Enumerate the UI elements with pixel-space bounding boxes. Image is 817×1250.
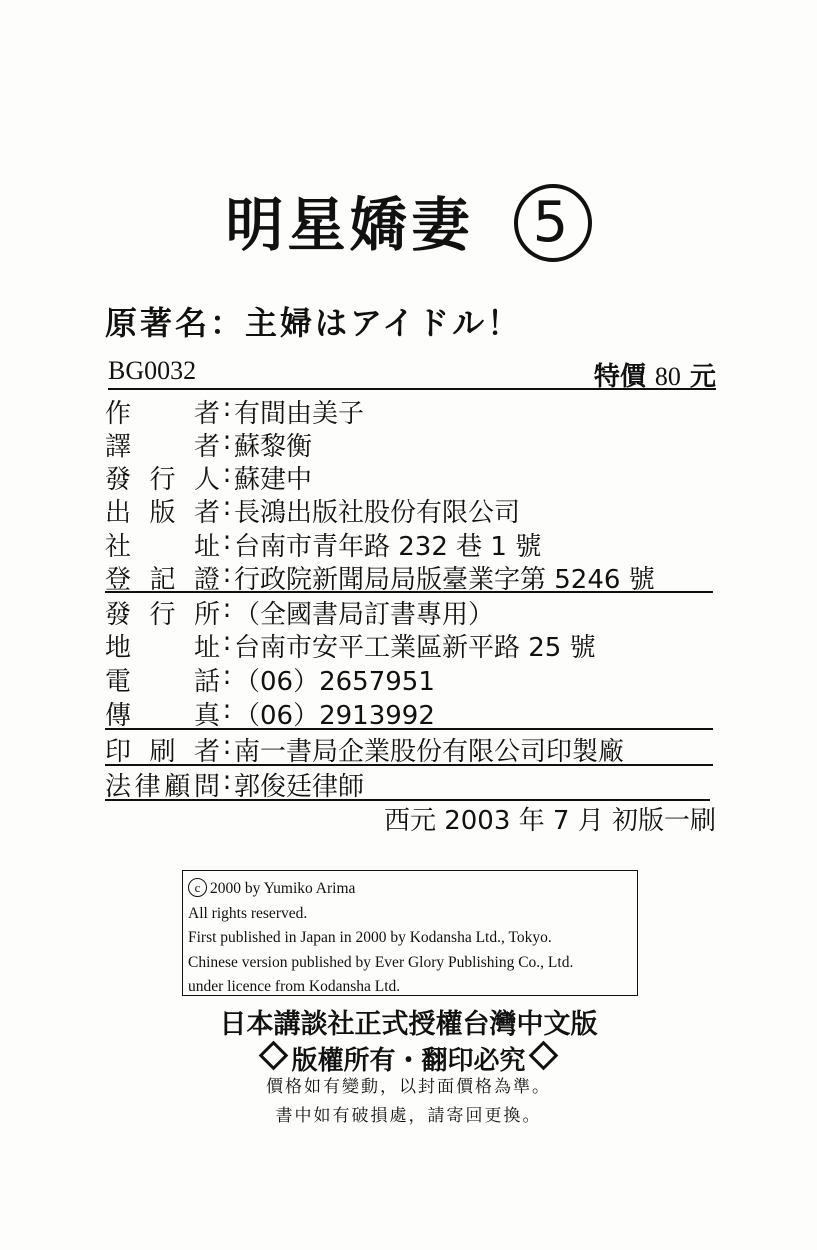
info-row-printer: [105, 731, 624, 765]
price: [594, 356, 716, 393]
info-label: 印刷者: [105, 737, 220, 767]
info-row-publisher-person: [105, 459, 312, 493]
info-row-legal-counsel: [105, 766, 364, 800]
info-row-distributor-address: [105, 627, 596, 661]
code-price-line: [108, 356, 716, 390]
diamond-icon: [259, 1041, 289, 1071]
info-value: （06）2657951: [234, 667, 435, 697]
damage-return-note: 書中如有破損處，請寄回更換。: [275, 1106, 542, 1126]
info-value: 台南市青年路 232 巷 1 號: [234, 532, 542, 562]
copyright-text: 2000 by Yumiko Arima: [210, 880, 356, 897]
info-row-address: [105, 526, 541, 560]
colon: :: [222, 594, 232, 624]
copyright-line: under licence from Kodansha Ltd.: [188, 978, 401, 995]
original-title: 原著名：主婦はアイドル！: [105, 304, 523, 342]
copyright-symbol: c: [188, 878, 207, 897]
info-label: 發行所: [105, 600, 220, 630]
copyright-line: First published in Japan in 2000 by Kodansha Ltd., Tokyo.: [188, 929, 552, 946]
colon: :: [222, 627, 232, 657]
info-row-publisher: [105, 492, 520, 526]
price-label: 特價: [593, 362, 646, 392]
divider-line: [105, 728, 713, 730]
book-code: BG0032: [108, 356, 197, 385]
info-label: 地址: [105, 633, 220, 663]
price-unit: 元: [689, 362, 716, 392]
volume-number-circle: 5: [514, 184, 592, 262]
info-row-translator: [105, 426, 312, 460]
colon: :: [222, 492, 232, 522]
info-label: 作者: [105, 399, 220, 429]
info-row-fax: [105, 695, 435, 729]
colon: :: [222, 731, 232, 761]
info-label: 社址: [105, 532, 220, 562]
colon: :: [222, 526, 232, 556]
divider-line: [105, 591, 713, 593]
rights-text: 版權所有・翻印必究: [291, 1046, 526, 1076]
info-row-registration: [105, 559, 655, 593]
info-value: 有間由美子: [234, 399, 365, 429]
info-label: 譯者: [105, 432, 220, 462]
info-value: 長鴻出版社股份有限公司: [234, 498, 521, 528]
price-value: 80: [654, 362, 681, 391]
book-title: [0, 178, 817, 268]
colon: :: [222, 695, 232, 725]
colon: :: [222, 393, 232, 423]
info-label: 傳真: [105, 701, 220, 731]
info-row-distributor: [105, 594, 494, 628]
info-label: 登記證: [105, 565, 220, 595]
info-value: 行政院新聞局局版臺業字第 5246 號: [234, 565, 655, 595]
info-label: 電話: [105, 667, 220, 697]
copyright-line: Chinese version published by Ever Glory Publishing Co., Ltd.: [188, 953, 574, 971]
info-label: 法律顧問: [105, 772, 220, 802]
authorization-statement: 日本講談社正式授權台灣中文版: [219, 1009, 598, 1040]
info-value: （06）2913992: [234, 701, 435, 731]
info-label: 發行人: [105, 465, 220, 495]
diamond-icon: [528, 1041, 558, 1071]
price-change-note: 價格如有變動，以封面價格為準。: [266, 1077, 551, 1097]
info-row-phone: [105, 661, 435, 695]
colon: :: [222, 559, 232, 589]
info-value: 台南市安平工業區新平路 25 號: [234, 633, 596, 663]
info-value: 蘇黎衡: [234, 432, 313, 462]
info-label: 出版者: [105, 498, 220, 528]
copyright-box: [182, 870, 638, 996]
info-value: 郭俊廷律師: [234, 772, 365, 802]
copyright-line: All rights reserved.: [188, 904, 308, 922]
colon: :: [222, 766, 232, 796]
colon: :: [222, 426, 232, 456]
copyright-line: [188, 877, 637, 902]
info-value: 蘇建中: [234, 465, 313, 495]
colon: :: [222, 459, 232, 489]
colon: :: [222, 661, 232, 691]
edition-date: 西元 2003 年 7 月 初版一刷: [383, 806, 716, 836]
info-value: （全國書局訂書專用）: [234, 600, 495, 630]
info-value: 南一書局企業股份有限公司印製廠: [234, 737, 625, 767]
info-row-author: [105, 393, 364, 427]
book-title-text: 明星嬌妻: [225, 191, 474, 259]
